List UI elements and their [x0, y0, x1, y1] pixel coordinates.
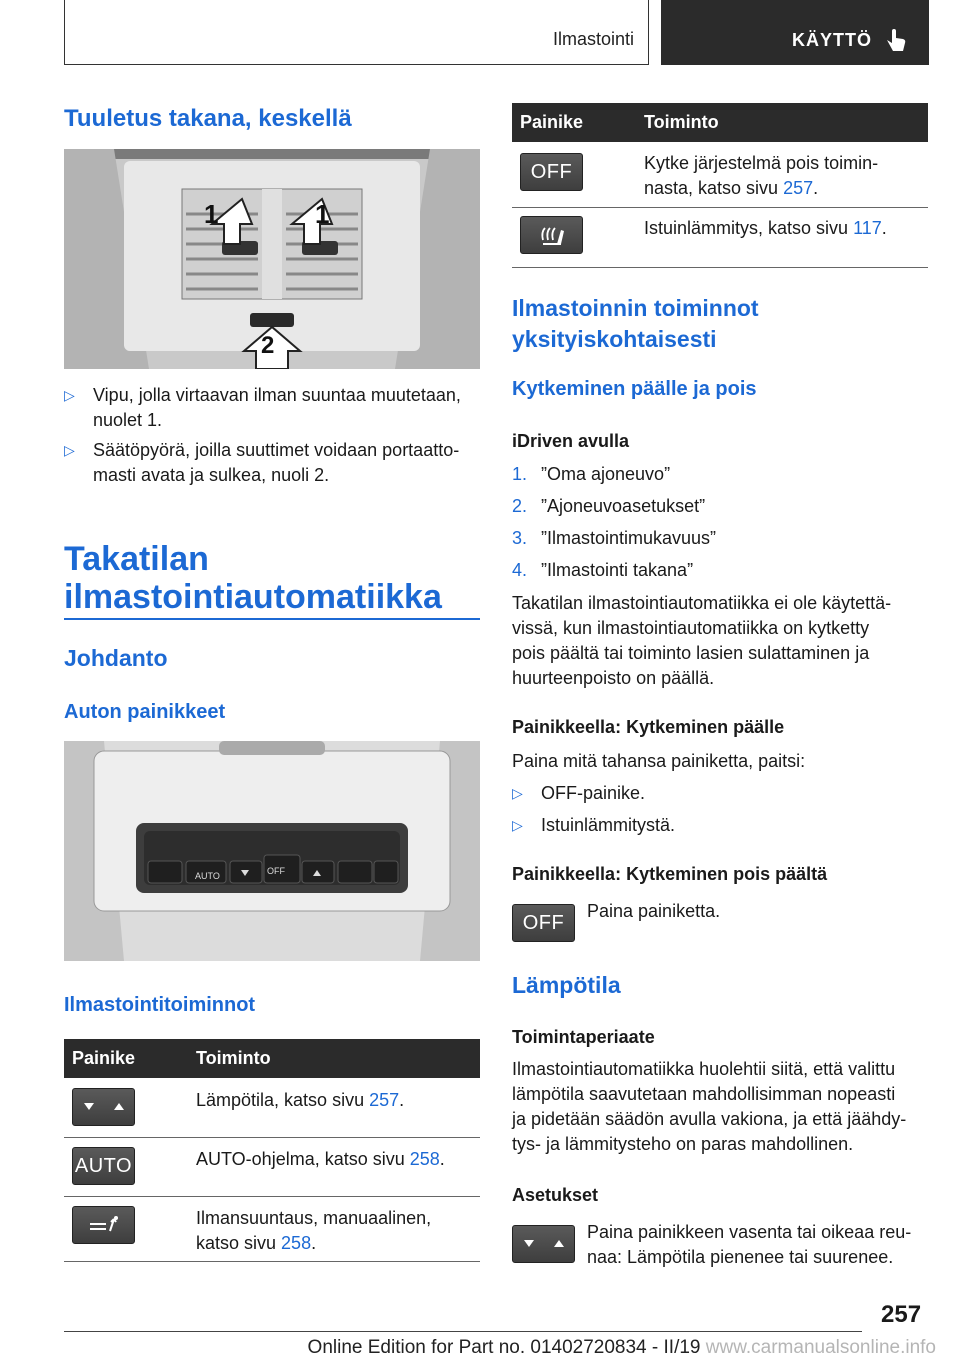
airflow-icon	[72, 1206, 135, 1244]
control-panel-photo	[64, 741, 480, 961]
vent-callout-2: 2	[261, 332, 275, 359]
menu-path-step[interactable]: ”Ajoneuvoasetukset”	[541, 496, 706, 516]
availability-paragraph	[512, 591, 891, 691]
vent-heading: Tuuletus takana, keskellä	[64, 105, 352, 132]
cell-text: Istuinlämmitys, katso sivu	[644, 218, 854, 238]
page-link[interactable]: 258	[409, 1149, 440, 1169]
column-header-function: Toiminto	[644, 112, 719, 132]
principle-title: Toimintaperiaate	[512, 1027, 655, 1047]
para-line: Ilmastointiautomatiikka huolehtii siitä, että valittu	[512, 1059, 896, 1079]
temperature-arrows-icon	[512, 1225, 575, 1263]
off-button-icon: OFF	[512, 904, 575, 942]
table-divider	[64, 1261, 480, 1262]
cell-text-end: .	[439, 1149, 445, 1169]
menu-path-step[interactable]: ”Ilmastointi takana”	[541, 560, 694, 580]
bullet-text: Säätöpyörä, joilla suuttimet voidaan portaatto-	[93, 440, 460, 460]
off-button-icon: OFF	[520, 153, 583, 191]
bullet-text: Istuinlämmitystä.	[541, 815, 676, 835]
table-cell-function	[196, 1088, 404, 1113]
cell-text-end: .	[813, 178, 819, 198]
bullet-text: masti avata ja sulkea, nuoli 2.	[93, 465, 330, 485]
table-cell-function	[196, 1206, 431, 1256]
list-item	[512, 781, 928, 806]
step-number: 2.	[512, 496, 528, 516]
table-cell-function	[644, 151, 878, 201]
bullet-marker: ▷	[64, 442, 75, 458]
main-heading-line: Takatilan	[64, 540, 209, 578]
bullet-text: Vipu, jolla virtaavan ilman suuntaa muutetaan,	[93, 385, 461, 405]
cell-text-end: .	[399, 1090, 405, 1110]
header-chapter-title: KÄYTTÖ	[792, 30, 872, 50]
para-line: huurteenpoisto on päällä.	[512, 668, 715, 688]
switch-on-title: Painikkeella: Kytkeminen päälle	[512, 717, 785, 737]
column-header-button: Painike	[520, 112, 584, 132]
switch-heading: Kytkeminen päälle ja pois	[512, 378, 757, 400]
rear-vent-photo	[64, 149, 480, 369]
table-divider	[512, 267, 928, 268]
bullet-marker: ▷	[512, 817, 523, 833]
para-line: ja pidetään säädön avulla vakiona, ja että jäähdy-	[512, 1109, 907, 1129]
page-link[interactable]: 117	[853, 218, 882, 238]
cell-text: Ilmansuuntaus, manuaalinen,	[196, 1208, 432, 1228]
bullet-text: OFF-painike.	[541, 783, 646, 803]
header-section-title: Ilmastointi	[552, 29, 634, 49]
cell-text: Lämpötila, katso sivu	[196, 1090, 370, 1110]
switch-off-title: Painikkeella: Kytkeminen pois päältä	[512, 864, 828, 884]
auto-button-icon: AUTO	[72, 1147, 135, 1185]
footer-rule	[64, 1331, 862, 1332]
table-divider	[512, 207, 928, 208]
settings-paragraph	[587, 1220, 911, 1270]
header-chapter-tab[interactable]	[661, 0, 929, 65]
cell-text: nasta, katso sivu	[644, 178, 784, 198]
panel-off-label: OFF	[267, 866, 285, 876]
table-cell-function	[196, 1147, 445, 1172]
heading-line: yksityiskohtaisesti	[512, 326, 717, 352]
idrive-title: iDriven avulla	[512, 431, 630, 451]
seat-heating-icon	[520, 216, 583, 254]
table-cell-function	[644, 216, 887, 241]
hand-pointer-icon	[883, 26, 909, 54]
para-line: tys- ja lämmitysteho on paras mahdollinen.	[512, 1134, 854, 1154]
page-link[interactable]: 258	[281, 1233, 312, 1253]
page-link[interactable]: 257	[369, 1090, 400, 1110]
heading-rule	[64, 618, 480, 620]
list-item	[64, 383, 480, 433]
cell-text-end: .	[311, 1233, 317, 1253]
switch-on-text: Paina mitä tahansa painiketta, paitsi:	[512, 751, 806, 771]
step-number: 3.	[512, 528, 528, 548]
para-line: pois päältä tai toiminto lasien sulattaminen ja	[512, 643, 870, 663]
principle-paragraph	[512, 1057, 906, 1157]
switch-off-text: Paina painiketta.	[587, 901, 721, 921]
table-header	[512, 103, 928, 142]
buttons-heading: Auton painikkeet	[64, 701, 226, 723]
functions-heading: Ilmastointitoiminnot	[64, 994, 256, 1016]
bullet-text: nuolet 1.	[93, 410, 163, 430]
page-link[interactable]: 257	[783, 178, 814, 198]
header-section-box	[64, 0, 649, 65]
bullet-marker: ▷	[64, 387, 75, 403]
cell-text: AUTO-ohjelma, katso sivu	[196, 1149, 410, 1169]
edition-text: Online Edition for Part no. 01402720834 - II/19	[307, 1337, 701, 1358]
menu-path-step[interactable]: ”Oma ajoneuvo”	[541, 464, 671, 484]
para-line: lämpötila saavutetaan mahdollisimman nopeasti	[512, 1084, 896, 1104]
individual-functions-heading	[512, 293, 759, 355]
list-item	[512, 813, 928, 838]
list-item	[64, 438, 480, 488]
intro-heading: Johdanto	[64, 645, 168, 671]
step-number: 4.	[512, 560, 528, 580]
para-line: Paina painikkeen vasenta tai oikeaa reu-	[587, 1222, 912, 1242]
bullet-marker: ▷	[512, 785, 523, 801]
panel-auto-label: AUTO	[195, 871, 220, 881]
main-heading-line: ilmastointiautomatiikka	[64, 578, 442, 616]
cell-text-end: .	[881, 218, 887, 238]
step-number: 1.	[512, 464, 528, 484]
para-line: vissä, kun ilmastointiautomatiikka on kytketty	[512, 618, 870, 638]
heading-line: Ilmastoinnin toiminnot	[512, 295, 759, 321]
cell-text: Kytke järjestelmä pois toimin-	[644, 153, 879, 173]
temperature-heading: Lämpötila	[512, 972, 621, 998]
table-divider	[64, 1196, 480, 1197]
vent-callout-1-left: 1	[204, 199, 219, 229]
footer-edition	[0, 1337, 960, 1359]
column-header-button: Painike	[72, 1048, 136, 1068]
main-heading	[64, 540, 442, 616]
vent-callout-1-right: 1	[315, 199, 330, 229]
watermark-text: www.carmanualsonline.info	[705, 1337, 936, 1358]
para-line: naa: Lämpötila pienenee tai suurenee.	[587, 1247, 894, 1267]
column-header-function: Toiminto	[196, 1048, 271, 1068]
menu-path-step[interactable]: ”Ilmastointimukavuus”	[541, 528, 717, 548]
settings-title: Asetukset	[512, 1185, 599, 1205]
table-header	[64, 1039, 480, 1078]
temperature-arrows-icon	[72, 1088, 135, 1126]
cell-text: katso sivu	[196, 1233, 282, 1253]
page-number: 257	[881, 1301, 922, 1328]
para-line: Takatilan ilmastointiautomatiikka ei ole käytettä-	[512, 593, 892, 613]
table-divider	[64, 1137, 480, 1138]
